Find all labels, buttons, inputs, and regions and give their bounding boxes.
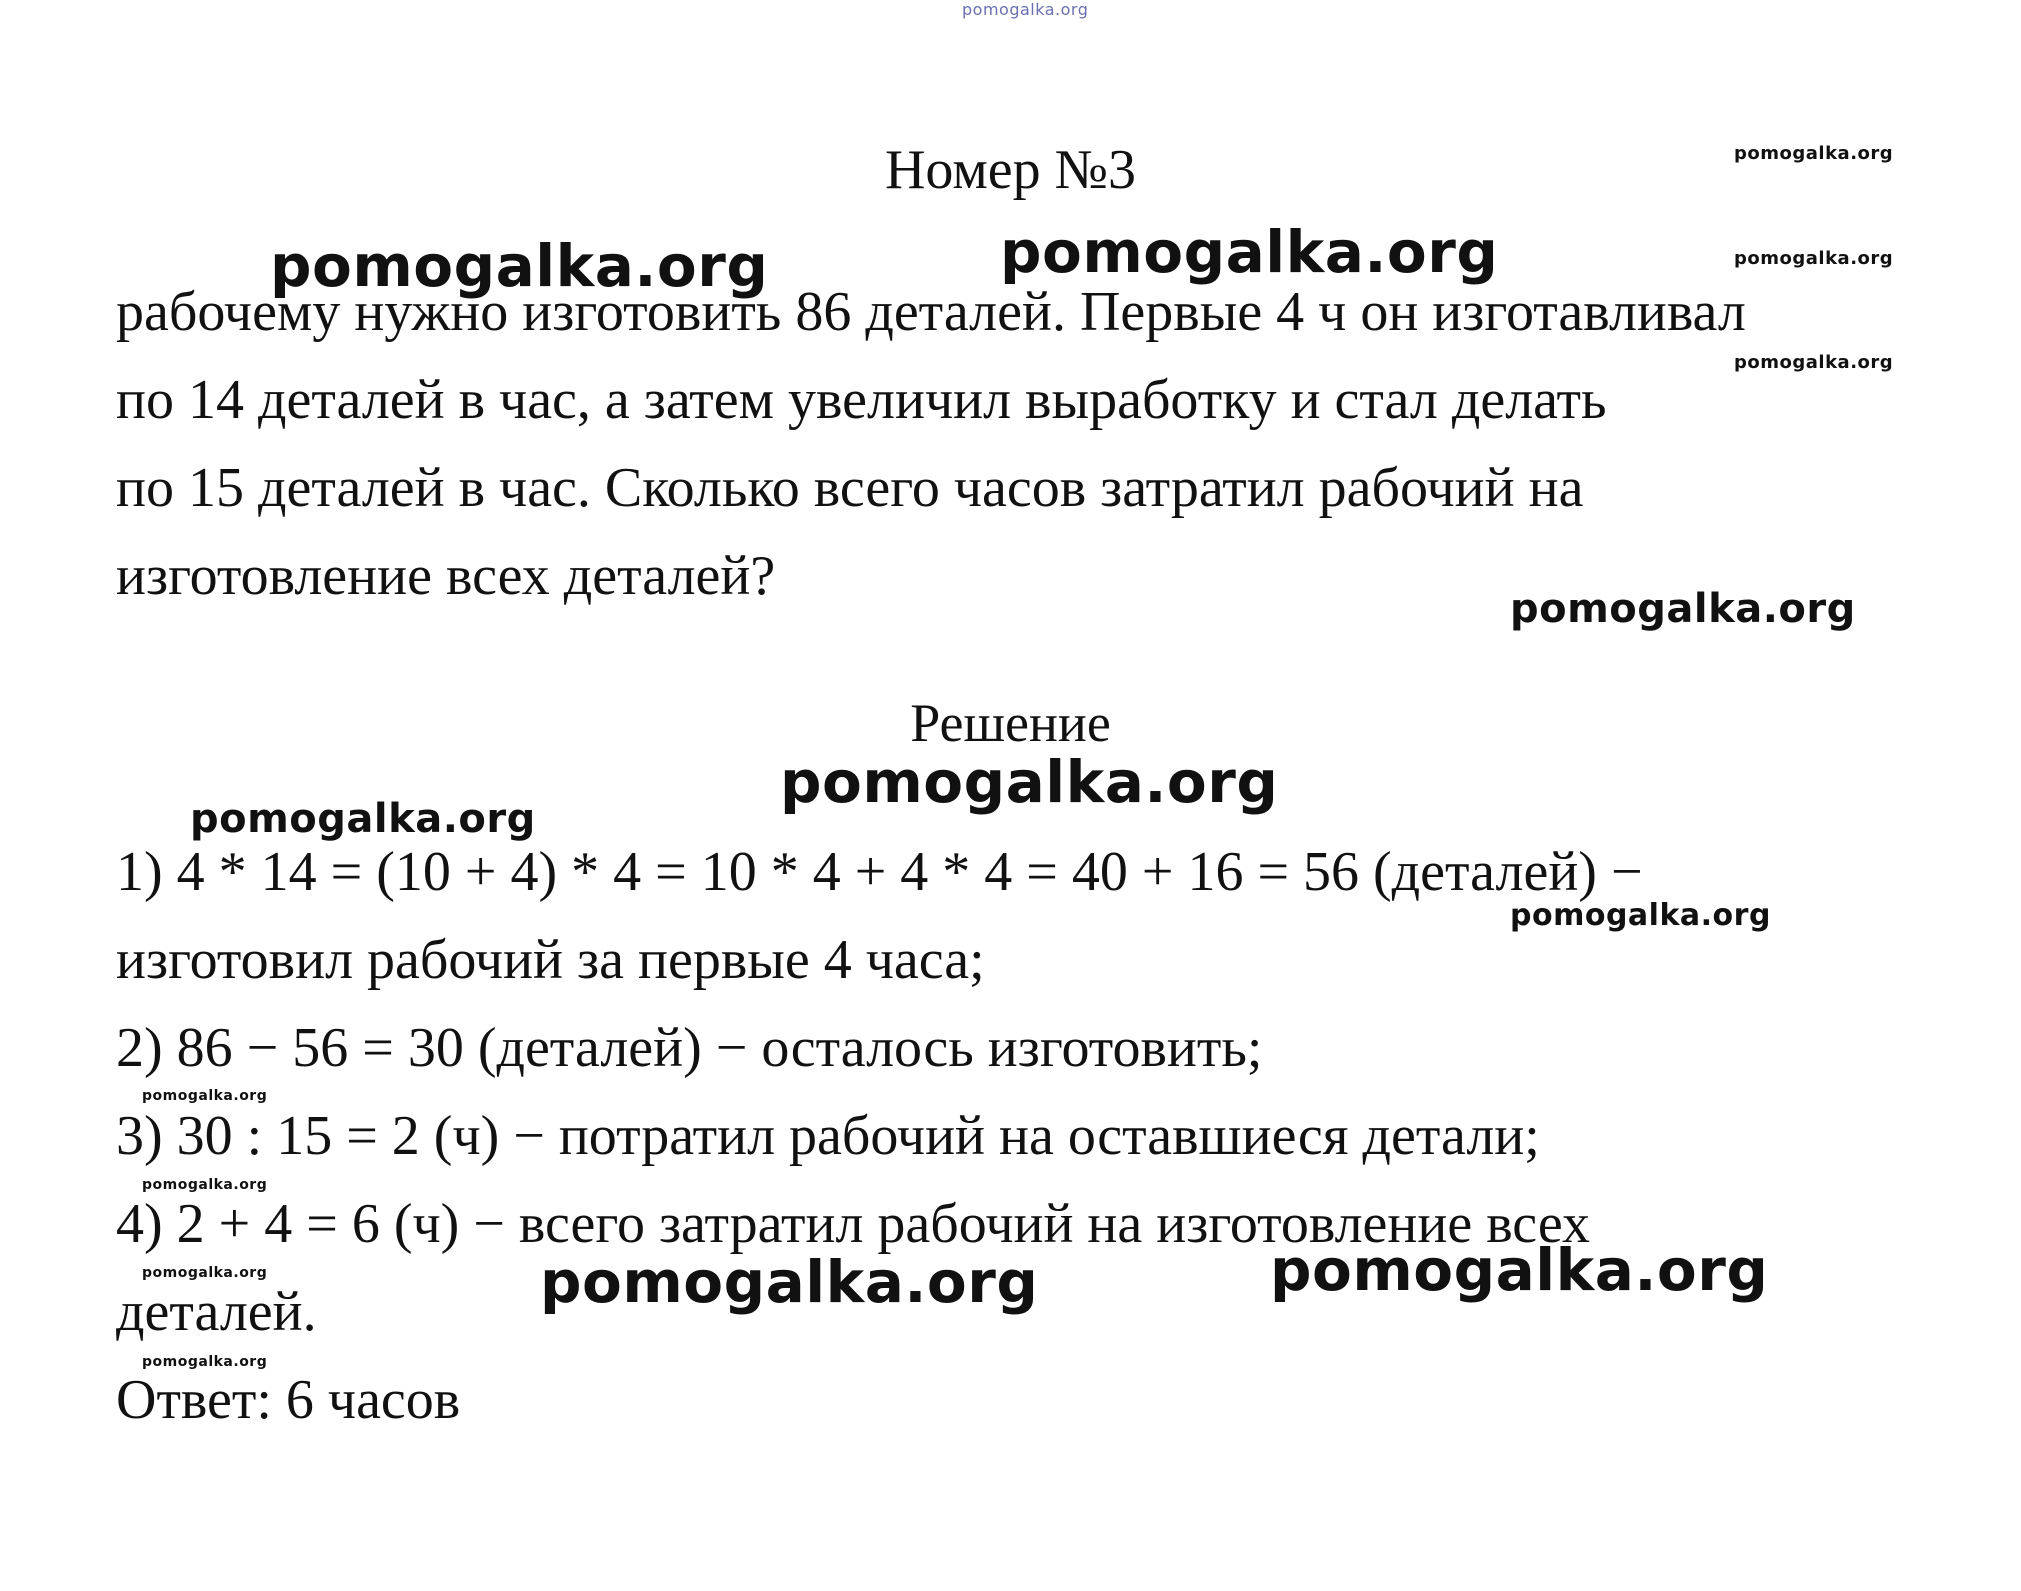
watermark: pomogalka.org: [1734, 248, 1894, 269]
solution-line: деталей.: [116, 1281, 317, 1343]
watermark: pomogalka.org: [270, 232, 769, 300]
solution-heading: Решение: [910, 693, 1111, 753]
watermark: pomogalka.org: [1734, 143, 1894, 164]
problem-line: по 15 деталей в час. Сколько всего часов затратил рабочий на: [116, 457, 1584, 519]
watermark: pomogalka.org: [1734, 352, 1894, 373]
solution-line: 3) 30 : 15 = 2 (ч) − потратил рабочий на оставшиеся детали;: [116, 1105, 1540, 1167]
solution-line: изготовил рабочий за первые 4 часа;: [116, 929, 985, 991]
problem-line: рабочему нужно изготовить 86 деталей. Первые 4 ч он изготавливал: [116, 281, 1746, 343]
watermark-top: pomogalka.org: [962, 0, 1089, 19]
answer-line: Ответ: 6 часов: [116, 1369, 461, 1431]
watermark: pomogalka.org: [1510, 898, 1771, 933]
watermark: pomogalka.org: [142, 1177, 268, 1193]
watermark: pomogalka.org: [142, 1354, 268, 1370]
watermark: pomogalka.org: [1270, 1236, 1769, 1304]
page-title: Номер №3: [884, 139, 1137, 201]
watermark: pomogalka.org: [142, 1265, 268, 1281]
watermark: pomogalka.org: [780, 748, 1279, 816]
solution-line: 2) 86 − 56 = 30 (деталей) − осталось изготовить;: [116, 1017, 1263, 1079]
solution-line: 4) 2 + 4 = 6 (ч) − всего затратил рабочий на изготовление всех: [116, 1193, 1590, 1255]
watermark: pomogalka.org: [142, 1088, 268, 1104]
watermark: pomogalka.org: [190, 796, 536, 842]
watermark: pomogalka.org: [540, 1248, 1039, 1316]
watermark: pomogalka.org: [1000, 218, 1499, 286]
problem-line: по 14 деталей в час, а затем увеличил выработку и стал делать: [116, 369, 1607, 431]
problem-line: изготовление всех деталей?: [116, 545, 776, 607]
watermark: pomogalka.org: [1510, 586, 1856, 632]
solution-line: 1) 4 * 14 = (10 + 4) * 4 = 10 * 4 + 4 * 4 = 40 + 16 = 56 (деталей) −: [116, 841, 1643, 903]
